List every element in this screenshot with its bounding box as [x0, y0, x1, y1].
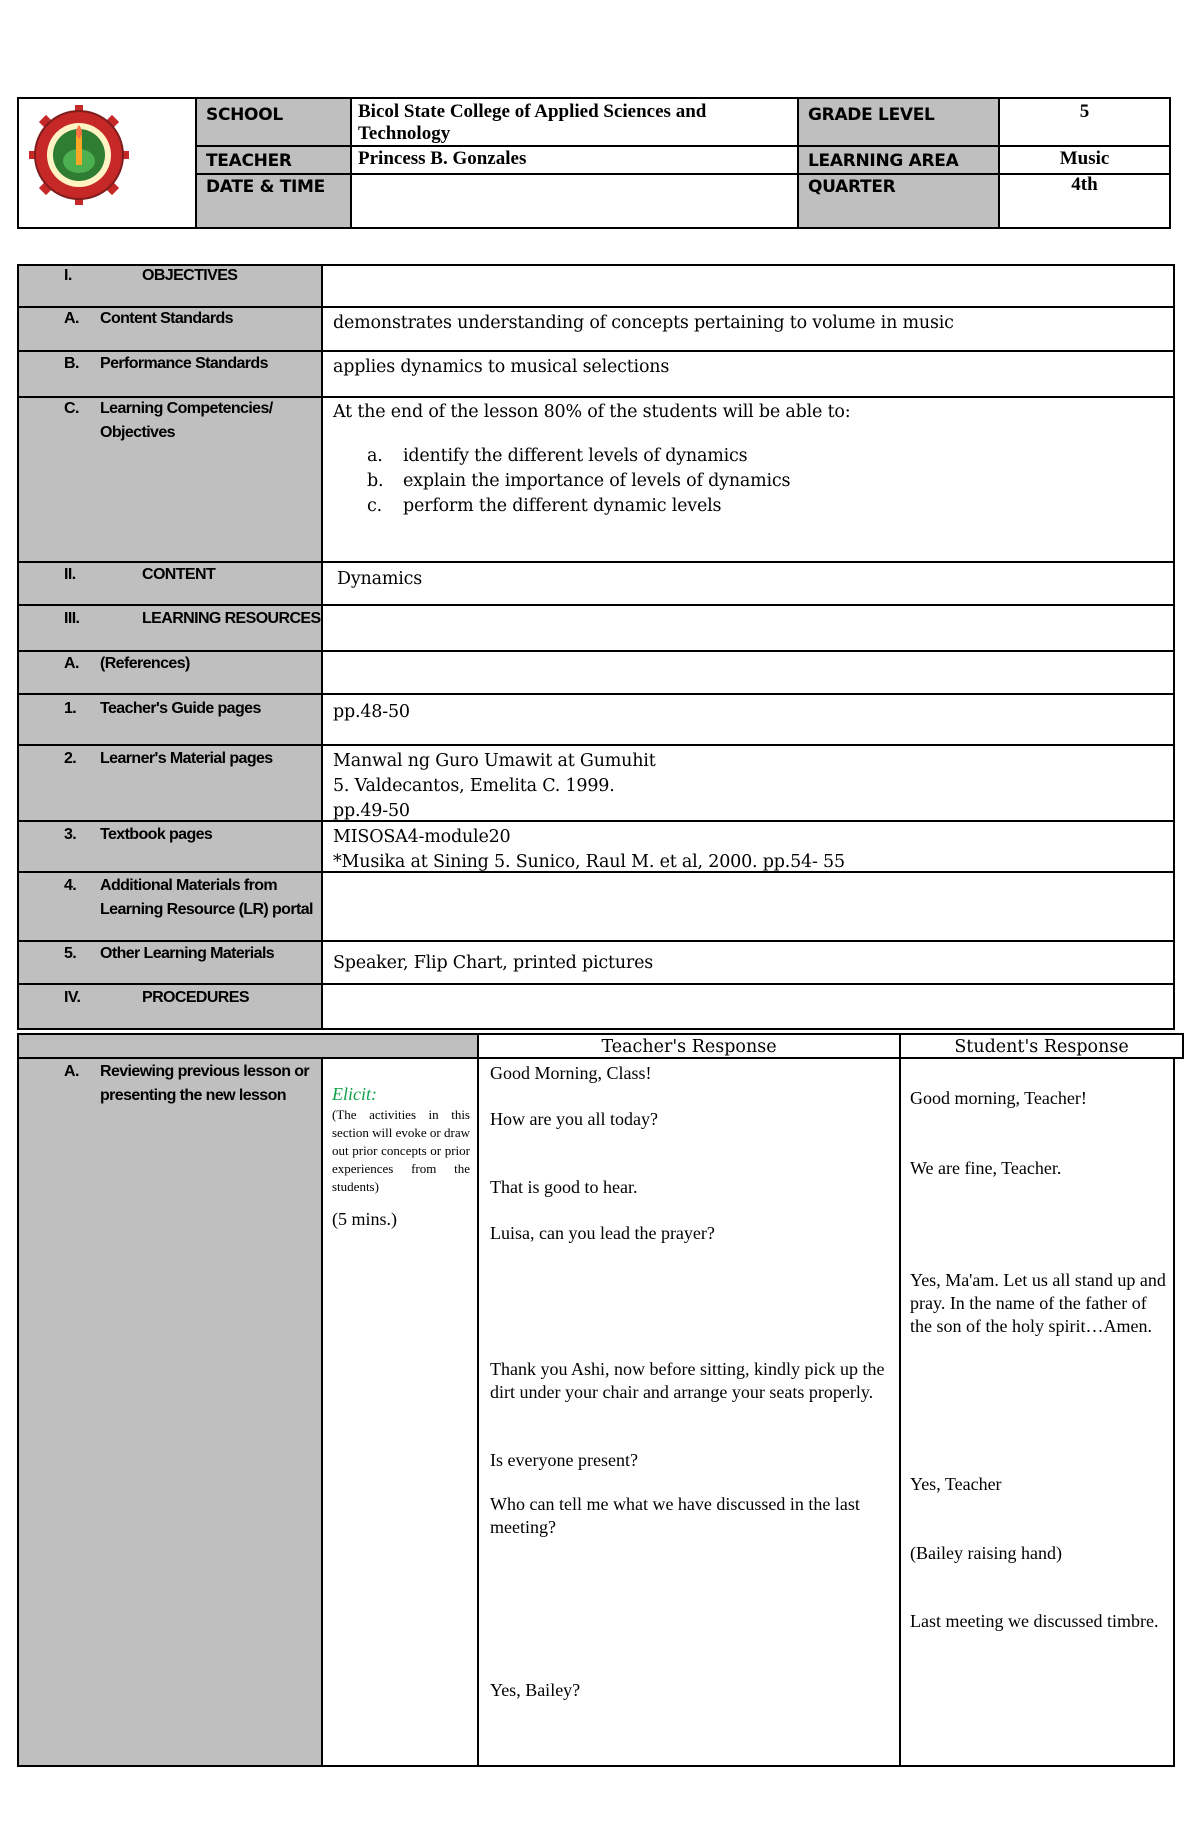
- school-logo: [29, 105, 129, 205]
- teacher-line: Luisa, can you lead the prayer?: [490, 1223, 715, 1243]
- review-lesson-label: A. Reviewing previous lesson or presenting the new lesson: [64, 1063, 310, 1104]
- content-standards-value: demonstrates understanding of concepts pertaining to volume in music: [333, 313, 954, 333]
- student-line: Yes, Ma'am. Let us all stand up and pray. In the name of the father of the son of the holy spirit…Amen.: [910, 1270, 1166, 1336]
- teacher-response-header: Teacher's Response: [477, 1033, 901, 1059]
- learners-material-value: Manwal ng Guro Umawit at Gumuhit 5. Valdecantos, Emelita C. 1999. pp.49-50: [333, 751, 656, 821]
- teachers-guide-label: 1. Teacher's Guide pages: [64, 700, 261, 717]
- performance-standards-value: applies dynamics to musical selections: [333, 357, 670, 377]
- teachers-guide-value: pp.48-50: [333, 702, 410, 722]
- quarter-label: QUARTER: [808, 177, 896, 197]
- date-time-label: DATE & TIME: [206, 177, 325, 197]
- student-line: Good morning, Teacher!: [910, 1088, 1087, 1108]
- grade-level-value: 5: [1079, 101, 1090, 122]
- grade-level-label: GRADE LEVEL: [808, 105, 935, 125]
- textbook-pages-value: MISOSA4-module20 *Musika at Sining 5. Sunico, Raul M. et al, 2000. pp.54- 55: [333, 827, 845, 872]
- other-materials-value: Speaker, Flip Chart, printed pictures: [333, 953, 654, 973]
- teacher-line: Thank you Ashi, now before sitting, kindly pick up the dirt under your chair and arrange your seats properly.: [490, 1359, 885, 1402]
- elicit-note: (The activities in this section will evoke or draw out prior concepts or prior experiences from the students): [332, 1107, 470, 1194]
- content-value: Dynamics: [337, 569, 422, 589]
- objectives-heading: I. OBJECTIVES: [64, 267, 238, 284]
- logo-cell: [19, 99, 195, 227]
- school-value: Bicol State College of Applied Sciences and Technology: [358, 101, 707, 144]
- other-materials-label: 5. Other Learning Materials: [64, 945, 275, 962]
- references-label: A. (References): [64, 655, 190, 672]
- procedure-header-blank: [17, 1033, 479, 1059]
- teacher-line: Good Morning, Class!: [490, 1063, 652, 1083]
- elicit-label: Elicit:: [332, 1084, 377, 1104]
- content-heading: II. CONTENT: [64, 566, 216, 583]
- textbook-pages-label: 3. Textbook pages: [64, 826, 213, 843]
- student-line: Yes, Teacher: [910, 1474, 1002, 1494]
- school-label: SCHOOL: [206, 105, 283, 125]
- student-line: (Bailey raising hand): [910, 1543, 1062, 1563]
- student-response-header: Student's Response: [899, 1033, 1184, 1059]
- teacher-line: Yes, Bailey?: [490, 1680, 581, 1700]
- competency-item: b. explain the importance of levels of dynamics: [367, 471, 791, 491]
- additional-materials-label: 4. Additional Materials from Learning Resource (LR) portal: [64, 877, 313, 918]
- competency-item: a. identify the different levels of dynamics: [367, 446, 748, 466]
- quarter-value: 4th: [1071, 174, 1098, 195]
- competencies-intro: At the end of the lesson 80% of the students will be able to:: [333, 402, 851, 422]
- learners-material-label: 2. Learner's Material pages: [64, 750, 273, 767]
- elicit-cell: [332, 1083, 470, 1231]
- time-allotment: (5 mins.): [332, 1209, 397, 1229]
- teacher-line: How are you all today?: [490, 1109, 658, 1129]
- procedures-heading: IV. PROCEDURES: [64, 989, 249, 1006]
- performance-standards-label: B. Performance Standards: [64, 355, 268, 372]
- learning-resources-heading: III. LEARNING RESOURCES: [64, 610, 321, 627]
- teacher-line: That is good to hear.: [490, 1177, 638, 1197]
- learning-area-value: Music: [1059, 148, 1110, 169]
- content-standards-label: A. Content Standards: [64, 310, 233, 327]
- competencies-label: C. Learning Competencies/ Objectives: [64, 400, 273, 441]
- teacher-value: Princess B. Gonzales: [358, 148, 527, 169]
- teacher-label: TEACHER: [206, 151, 292, 171]
- teacher-line: Who can tell me what we have discussed in the last meeting?: [490, 1494, 860, 1537]
- competency-item: c. perform the different dynamic levels: [367, 496, 722, 516]
- student-line: Last meeting we discussed timbre.: [910, 1611, 1159, 1631]
- learning-area-label: LEARNING AREA: [808, 151, 959, 171]
- teacher-line: Is everyone present?: [490, 1450, 638, 1470]
- student-line: We are fine, Teacher.: [910, 1158, 1062, 1178]
